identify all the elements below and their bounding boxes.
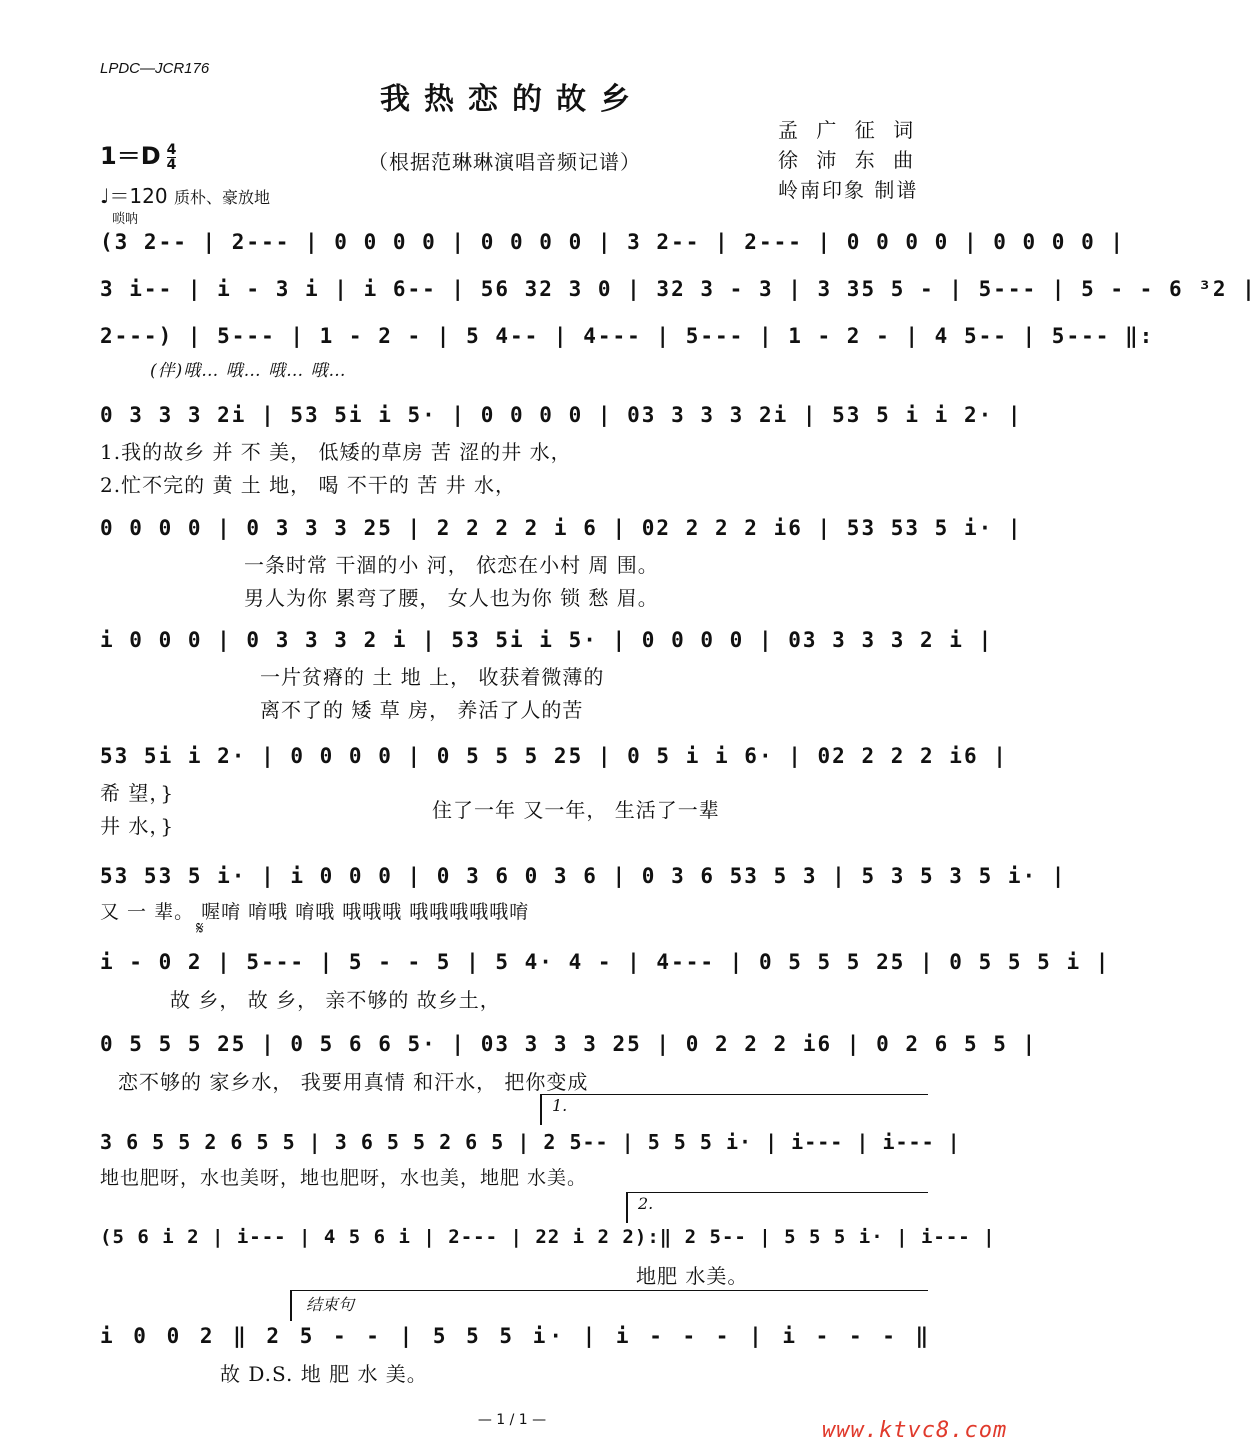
segno-sign: 𝄋: [196, 918, 204, 939]
lyric-line-9: 故 乡， 故 乡， 亲不够的 故乡土，: [170, 988, 501, 1012]
key-label: 1＝D: [100, 142, 161, 170]
lyric-line-7b: 井 水，}: [100, 814, 175, 838]
notation-line-1: (3 2-- | 2--- | 0 0 0 0 | 0 0 0 0 | 3 2-- | 2--- | 0 0 0 0 | 0 0 0 0 |: [100, 230, 1126, 254]
lyric-line-4a: 1.我的故乡 并 不 美， 低矮的草房 苦 涩的井 水，: [100, 440, 572, 464]
site-watermark: www.ktvc8.com: [822, 1418, 1008, 1443]
lyric-line-12: 地肥 水美。: [636, 1264, 749, 1288]
volta-2-bracket: [626, 1192, 928, 1223]
lyric-line-6a: 一片贫瘠的 土 地 上， 收获着微薄的: [260, 665, 605, 689]
lyric-line-6b: 离不了的 矮 草 房， 养活了人的苦: [260, 698, 584, 722]
song-title: 我热恋的故乡: [380, 82, 644, 117]
ending-bracket: [290, 1290, 928, 1321]
notation-line-9: i - 0 2 | 5--- | 5 - - 5 | 5 4· 4 - | 4--- | 0 5 5 5 25 | 0 5 5 5 i |: [100, 950, 1111, 974]
lyric-line-7a: 希 望，}: [100, 781, 175, 805]
notation-line-5: 0 0 0 0 | 0 3 3 3 25 | 2 2 2 2 i 6 | 02 2 2 2 i6 | 53 53 5 i· |: [100, 516, 1023, 540]
notation-line-13: i 0 0 2 ‖ 2 5 - - | 5 5 5 i· | i - - - | i - - - ‖: [100, 1324, 933, 1348]
notation-line-11: 3 6 5 5 2 6 5 5 | 3 6 5 5 2 6 5 | 2 5-- | 5 5 5 i· | i--- | i--- |: [100, 1130, 961, 1154]
notation-line-6: i 0 0 0 | 0 3 3 3 2 i | 53 5i i 5· | 0 0 0 0 | 03 3 3 3 2 i |: [100, 628, 994, 652]
notation-line-10: 0 5 5 5 25 | 0 5 6 6 5· | 03 3 3 3 25 | 0 2 2 2 i6 | 0 2 6 5 5 |: [100, 1032, 1038, 1056]
notation-line-8: 53 53 5 i· | i 0 0 0 | 0 3 6 0 3 6 | 0 3 6 53 5 3 | 5 3 5 3 5 i· |: [100, 864, 1067, 888]
subtitle: （根据范琳琳演唱音频记谱）: [368, 150, 641, 174]
lyric-line-4b: 2.忙不完的 黄 土 地， 喝 不干的 苦 井 水，: [100, 473, 516, 497]
notation-line-2: 3 i-- | i - 3 i | i 6-- | 56 32 3 0 | 32 3 - 3 | 3 35 5 - | 5--- | 5 - - 6 ³2 |: [100, 277, 1257, 301]
tempo-description: 质朴、豪放地: [173, 188, 270, 207]
notation-line-12: (5 6 i 2 | i--- | 4 5 6 i | 2--- | 22 i 2 2):‖ 2 5-- | 5 5 5 i· | i--- |: [100, 1226, 996, 1248]
time-bottom: 4: [166, 156, 177, 173]
score-code: LPDC—JCR176: [100, 60, 210, 77]
tempo: [100, 180, 270, 209]
volta-2-label: 2.: [638, 1194, 654, 1213]
tempo-mark: ♩＝120: [100, 184, 168, 208]
volta-1-bracket: [540, 1094, 928, 1125]
lyric-line-10: 恋不够的 家乡水， 我要用真情 和汗水， 把你变成: [118, 1070, 589, 1094]
lyric-line-3: (伴)哦… 哦… 哦… 哦…: [150, 361, 347, 381]
lyric-line-5a: 一条时常 干涸的小 河， 依恋在小村 周 围。: [244, 553, 659, 577]
credit-composer: 徐 沛 东 曲: [778, 148, 920, 172]
lyric-line-13: 故 D.S. 地 肥 水 美。: [220, 1362, 428, 1386]
key-signature: [100, 136, 176, 172]
ending-label: 结束句: [306, 1295, 355, 1314]
lyric-line-5b: 男人为你 累弯了腰， 女人也为你 锁 愁 眉。: [244, 586, 659, 610]
time-top: 4: [166, 141, 177, 158]
lyric-line-11: 地也肥呀，水也美呀，地也肥呀，水也美，地肥 水美。: [100, 1167, 588, 1189]
notation-line-4: 0 3 3 3 2i | 53 5i i 5· | 0 0 0 0 | 03 3 3 3 2i | 53 5 i i 2· |: [100, 403, 1023, 427]
lyric-line-8: 又 一 辈。 喔唷 唷哦 唷哦 哦哦哦 哦哦哦哦哦唷: [100, 901, 530, 923]
volta-1-label: 1.: [552, 1096, 568, 1115]
notation-line-7: 53 5i i 2· | 0 0 0 0 | 0 5 5 5 25 | 0 5 i i 6· | 02 2 2 2 i6 |: [100, 744, 1008, 768]
lyric-line-7c: 住了一年 又一年， 生活了一辈: [432, 798, 720, 822]
credit-arranger: 岭南印象 制谱: [778, 178, 919, 202]
page-number: — 1 / 1 —: [477, 1412, 547, 1428]
notation-line-3: 2---) | 5--- | 1 - 2 - | 5 4-- | 4--- | 5--- | 1 - 2 - | 4 5-- | 5--- ‖:: [100, 324, 1155, 348]
credit-lyricist: 孟 广 征 词: [778, 118, 920, 142]
time-signature: [167, 143, 177, 172]
instrument-label: 唢呐: [112, 212, 139, 227]
